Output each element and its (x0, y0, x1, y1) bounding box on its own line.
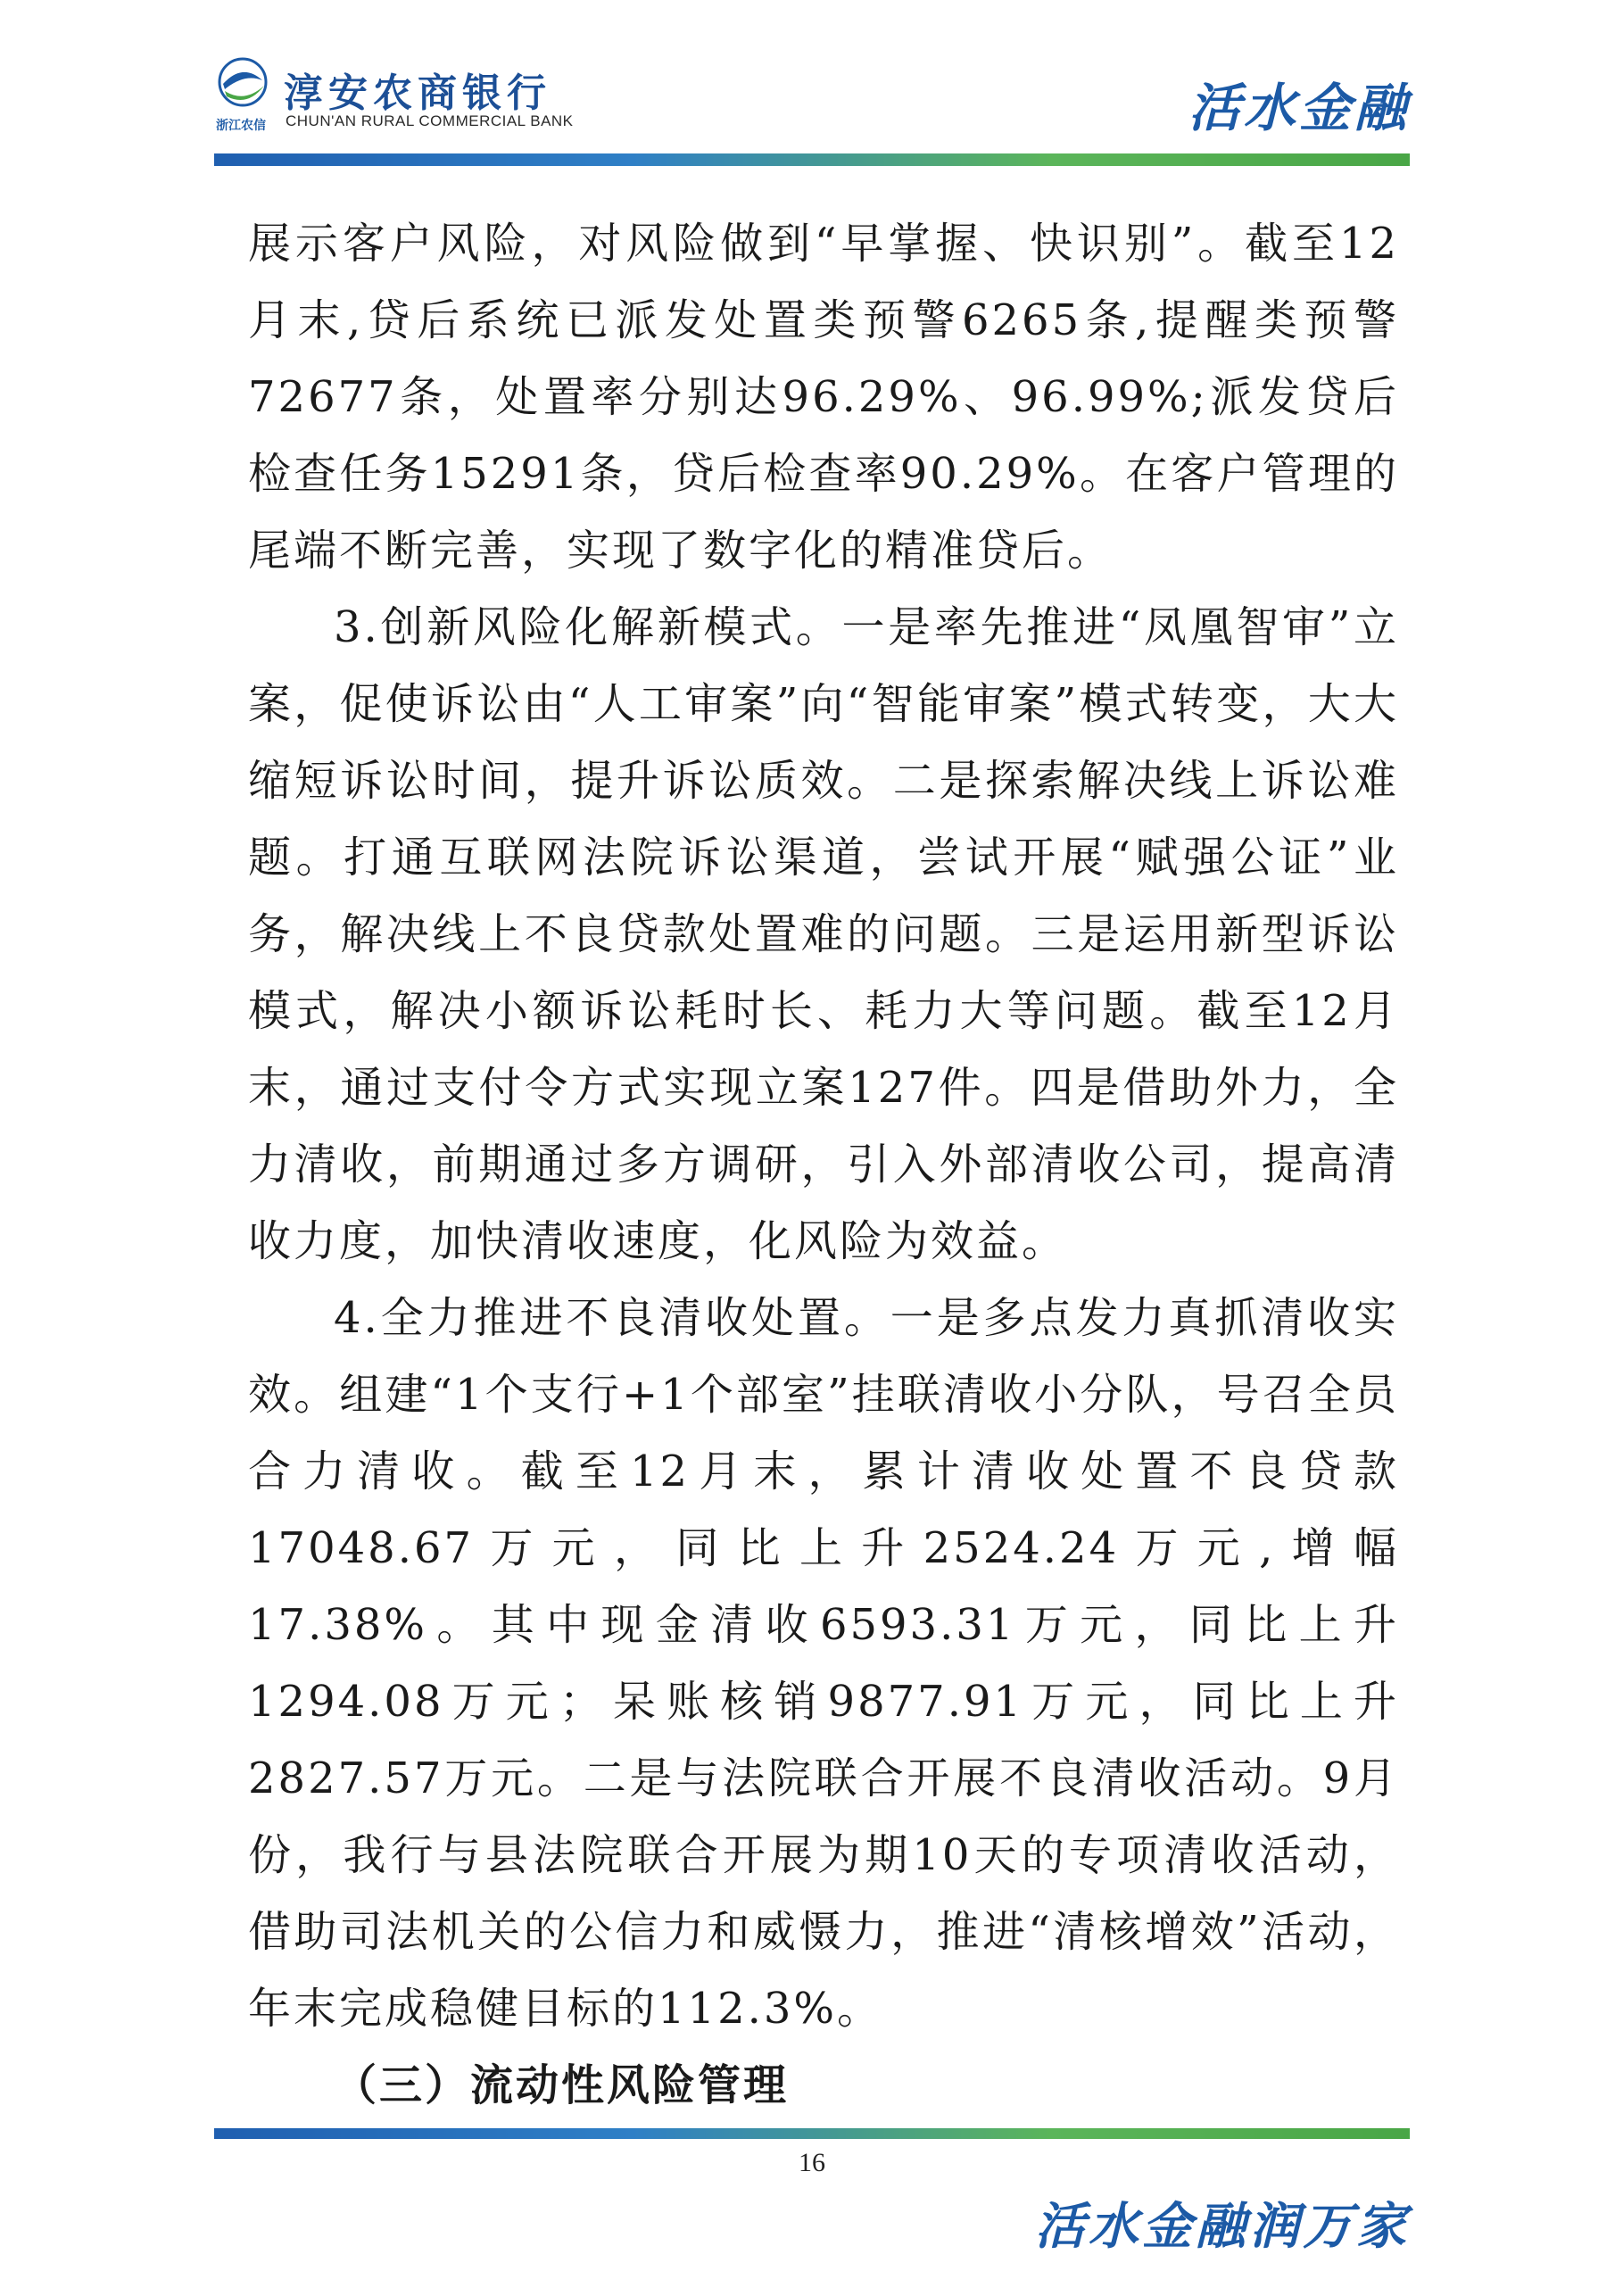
section-heading-liquidity: （三）流动性风险管理 (334, 2060, 790, 2110)
page-header (214, 36, 1410, 170)
footer-divider (214, 2128, 1410, 2139)
page-number: 16 (799, 2148, 825, 2177)
paragraph-npl-collection: 4.全力推进不良清收处置。一是多点发力真抓清收实效。组建“1个支行+1个部室”挂联清收小分队，号召全员合力清收。截至12月末，累计清收处置不良贷款17048.67万元，同比上升2524.24万元,增幅17.38%。其中现金清收6593.31万元，同比上升1294.08万元；呆账核销9877.91万元，同比上升2827.57万元。二是与法院联合开展不良清收活动。9月份，我行与县法院联合开展为期10天的专项清收活动，借助司法机关的公信力和威慑力，推进“清核增效”活动，年末完成稳健目标的112.3%。 (248, 1293, 1399, 2034)
footer-slogan: 活水金融润万家 (1035, 2197, 1410, 2256)
header-slogan: 活水金融 (1188, 78, 1410, 138)
page-footer (214, 2128, 1410, 2271)
header-divider (214, 153, 1410, 166)
paragraph-risk-display: 展示客户风险，对风险做到“早掌握、快识别”。截至12月末,贷后系统已派发处置类预警6265条,提醒类预警72677条，处置率分别达96.29%、96.99%;派发贷后检查任务15291条，贷后检查率90.29%。在客户管理的尾端不断完善，实现了数字化的精准贷后。 (248, 219, 1399, 576)
bank-name-english: CHUN'AN RURAL COMMERCIAL BANK (286, 112, 574, 129)
page-content (248, 205, 1399, 2124)
bank-name-chinese: 淳安农商银行 (284, 70, 551, 116)
logo-subtext: 浙江农信 (216, 119, 266, 133)
paragraph-risk-resolution: 3.创新风险化解新模式。一是率先推进“凤凰智审”立案，促使诉讼由“人工审案”向“智能审案”模式转变，大大缩短诉讼时间，提升诉讼质效。二是探索解决线上诉讼难题。打通互联网法院诉讼渠道，尝试开展“赋强公证”业务，解决线上不良贷款处置难的问题。三是运用新型诉讼模式，解决小额诉讼耗时长、耗力大等问题。截至12月末，通过支付令方式实现立案127件。四是借助外力，全力清收，前期通过多方调研，引入外部清收公司，提高清收力度，加快清收速度，化风险为效益。 (248, 602, 1399, 1266)
